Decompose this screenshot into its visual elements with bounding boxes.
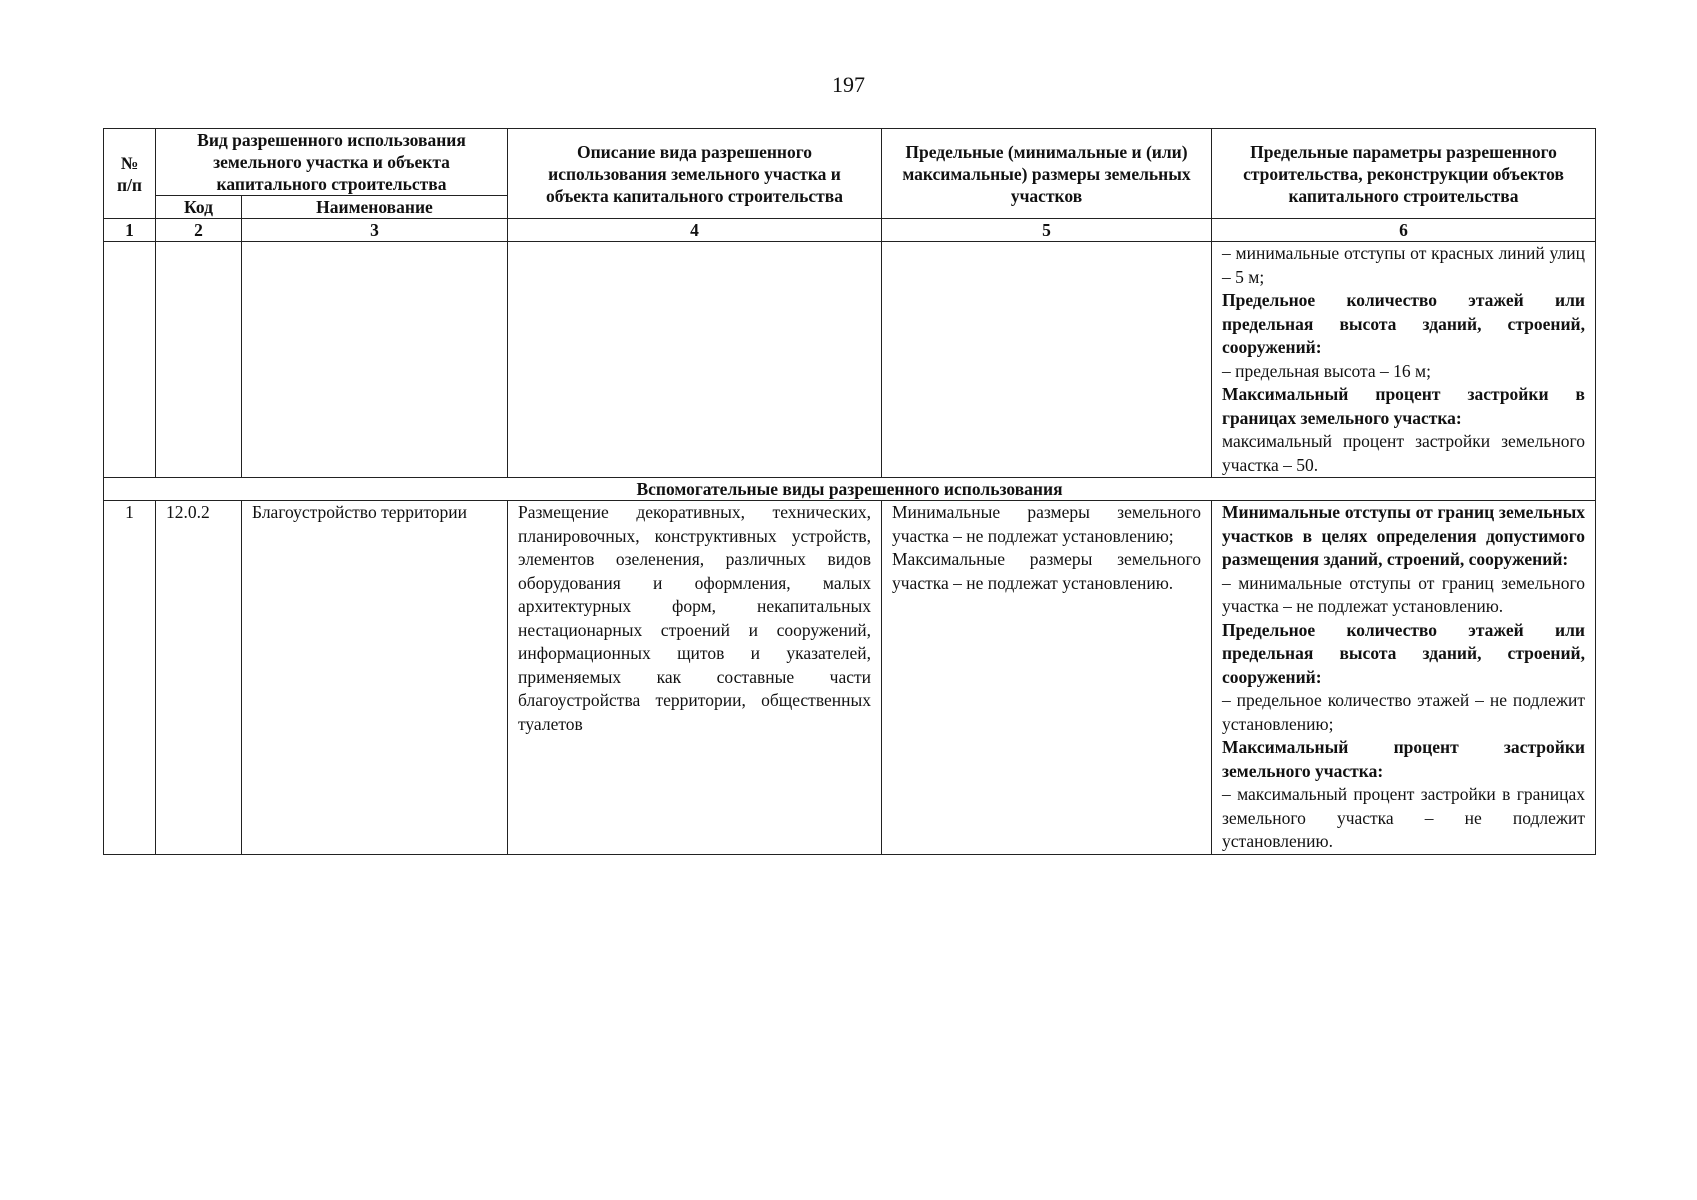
size-line: Минимальные размеры земельного участка – не подлежат установлению; — [892, 502, 1201, 546]
continued-sizes-cell — [882, 242, 1212, 478]
continued-code-cell — [156, 242, 242, 478]
param-line: – предельное количество этажей – не подлежит установлению; — [1222, 690, 1585, 734]
header-num: № п/п — [104, 129, 156, 219]
header-description: Описание вида разрешенного использования земельного участка и объекта капитального строительства — [508, 129, 882, 219]
param-line: максимальный процент застройки земельного участка – 50. — [1222, 431, 1585, 475]
row-params-cell — [1212, 501, 1596, 855]
continued-params-cell — [1212, 242, 1596, 478]
param-line: – предельная высота – 16 м; — [1222, 360, 1431, 381]
column-number: 5 — [882, 219, 1212, 242]
section-title: Вспомогательные виды разрешенного использования — [104, 478, 1596, 501]
param-line: – минимальные отступы от красных линий улиц – 5 м; — [1222, 243, 1585, 287]
header-limit-sizes: Предельные (минимальные и (или) максимальные) размеры земельных участков — [882, 129, 1212, 219]
row-name: Благоустройство территории — [242, 501, 508, 855]
row-num: 1 — [104, 501, 156, 855]
column-number-row — [104, 219, 1596, 242]
continued-name-cell — [242, 242, 508, 478]
param-line: – минимальные отступы от границ земельного участка – не подлежат установлению. — [1222, 572, 1585, 616]
continued-row — [104, 242, 1596, 478]
header-vri-group: Вид разрешенного использования земельного участка и объекта капитального строительства — [156, 129, 508, 196]
header-limit-params: Предельные параметры разрешенного строительства, реконструкции объектов капитального строительства — [1212, 129, 1596, 219]
param-heading: Максимальный процент застройки в границах земельного участка: — [1222, 384, 1585, 428]
column-number: 1 — [104, 219, 156, 242]
header-row — [104, 129, 1596, 196]
row-sizes-cell — [882, 501, 1212, 855]
header-name: Наименование — [242, 196, 508, 219]
param-heading: Минимальные отступы от границ земельных участков в целях определения допустимого размещения зданий, строений, сооружений: — [1222, 502, 1585, 569]
column-number: 4 — [508, 219, 882, 242]
param-heading: Предельное количество этажей или предельная высота зданий, строений, сооружений: — [1222, 290, 1585, 357]
column-number: 3 — [242, 219, 508, 242]
regulations-table — [103, 128, 1596, 855]
continued-num-cell — [104, 242, 156, 478]
section-row — [104, 478, 1596, 501]
row-code: 12.0.2 — [156, 501, 242, 855]
continued-description-cell — [508, 242, 882, 478]
row-description: Размещение декоративных, технических, планировочных, конструктивных устройств, элементов озеленения, различных видов оборудования и оформления, малых архитектурных форм, некапитальных нестационарных строений и сооружений, информационных щитов и указателей, применяемых как составные части благоустройства территории, общественных туалетов — [518, 502, 871, 734]
column-number: 6 — [1212, 219, 1596, 242]
param-line: – максимальный процент застройки в границах земельного участка – не подлежит установлению. — [1222, 784, 1585, 851]
table-row — [104, 501, 1596, 855]
header-code: Код — [156, 196, 242, 219]
param-heading: Предельное количество этажей или предельная высота зданий, строений, сооружений: — [1222, 619, 1585, 687]
param-heading: Максимальный процент застройки земельного участка: — [1222, 737, 1585, 781]
column-number: 2 — [156, 219, 242, 242]
row-description-cell — [508, 501, 882, 855]
size-line: Максимальные размеры земельного участка – не подлежат установлению. — [892, 549, 1201, 593]
page-number: 197 — [832, 72, 865, 97]
